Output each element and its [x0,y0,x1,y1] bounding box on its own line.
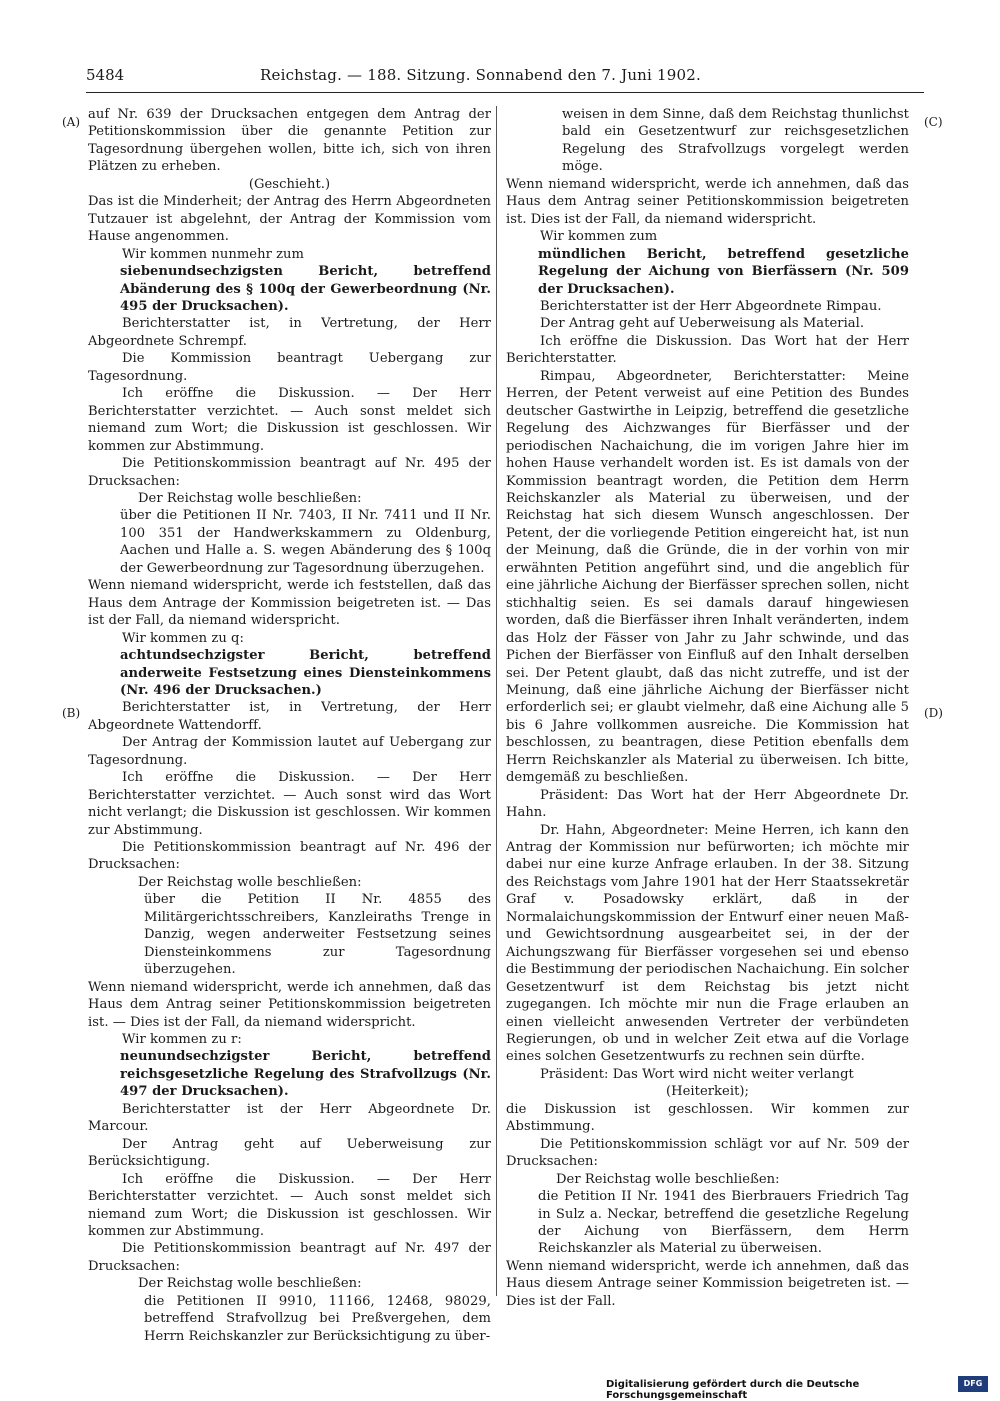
paragraph: Berichterstatter ist der Herr Abgeordnete Dr. Marcour. [88,1101,491,1135]
paragraph: Das ist die Minderheit; der Antrag des Herrn Abgeordneten Tutzauer ist abgelehnt, der Antrag der Kommission vom Hause angenommen. [88,194,491,245]
margin-mark-c: (C) [924,115,943,129]
paragraph: Wenn niemand widerspricht, werde ich annehmen, daß das Haus dem Antrag seiner Petitionskommission beigetreten ist. Dies ist der Fall, da niemand widerspricht. [506,176,909,227]
paragraph: Der Antrag geht auf Ueberweisung zur Berücksichtigung. [88,1136,491,1170]
report-heading: siebenundsechzigsten Bericht, betreffend Abänderung des § 100q der Gewerbeordnung (Nr. 495 der Drucksachen). [120,264,491,314]
margin-mark-a: (A) [62,115,81,129]
resolution-text: über die Petition II Nr. 4855 des Militärgerichtsschreibers, Kanzleiraths Trenge in Danzig, wegen anderweiter Festsetzung seines Diensteinkommens zur Tagesordnung überzugehen. [144,892,491,978]
margin-mark-d: (D) [924,706,943,720]
paragraph: Wir kommen nunmehr zum [122,246,304,262]
paragraph: Ich eröffne die Diskussion. — Der Herr Berichterstatter verzichtet. — Auch sonst meldet sich niemand zum Wort; die Diskussion ist geschlossen. Wir kommen zur Abstimmung. [88,1171,491,1239]
paragraph: Die Kommission beantragt Uebergang zur Tagesordnung. [88,351,491,384]
speech-president: Präsident: Das Wort wird nicht weiter verlangt [540,1066,854,1082]
paragraph: Ich eröffne die Diskussion. — Der Herr Berichterstatter verzichtet. — Auch sonst wird das Wort nicht verlangt; die Diskussion ist geschlossen. Wir kommen zur Abstimmung. [88,770,491,838]
speech-president: Präsident: Das Wort hat der Herr Abgeordnete Dr. Hahn. [506,787,909,821]
dfg-logo: DFG [958,1376,988,1392]
report-heading: neunundsechzigster Bericht, betreffend reichsgesetzliche Regelung des Strafvollzugs (Nr. 497 der Drucksachen). [120,1049,491,1100]
margin-mark-b: (B) [62,706,81,720]
paragraph: Berichterstatter ist, in Vertretung, der Herr Abgeordnete Schrempf. [88,316,491,349]
paragraph: Wenn niemand widerspricht, werde ich feststellen, daß das Haus dem Antrage der Kommission beigetreten ist. — Das ist der Fall, da niemand widerspricht. [88,578,491,629]
paragraph: Die Petitionskommission beantragt auf Nr. 496 der Drucksachen: [88,840,491,873]
right-column [506,106,909,1310]
column-divider [496,106,497,1296]
speech-hahn: Dr. Hahn, Abgeordneter: Meine Herren, ich kann den Antrag der Kommission nur befürworten; ich möchte mir dabei nur eine kurze Anfrage erlauben. In der 38. Sitzung des Reichstags vom Jahre 1901 hat der Herr Staatssekretär Graf v. Posadowsky erklärt, daß in der Normalaichungskommission der Entwurf einer neuen Maß- und Gewichtsordnung ausgearbeitet sei, in der der Aichungszwang für Bierfässer vorgesehen sei und ebenso die Bestimmung der periodischen Nachaichung. Ein solcher Gesetzentwurf ist dem Reichstag bis jetzt nicht zugegangen. Ich möchte mir nun die Frage erlauben an einen vielleicht anwesenden Vertreter der verbündeten Regierungen, ob und in welcher Zeit etwa auf die Vorlage eines solchen Gesetzentwurfs zu rechnen sein dürfte. [506,822,909,1065]
paragraph: Wenn niemand widerspricht, werde ich annehmen, daß das Haus diesem Antrage seiner Kommission beigetreten ist. — Dies ist der Fall. [506,1258,909,1309]
paragraph: Die Petitionskommission beantragt auf Nr. 495 der Drucksachen: [88,456,491,489]
paragraph: Wir kommen zum [540,229,658,245]
paragraph: Ich eröffne die Diskussion. Das Wort hat der Herr Berichterstatter. [506,333,909,367]
paragraph: Wir kommen zu q: [122,630,244,646]
paragraph: Die Petitionskommission schlägt vor auf Nr. 509 der Drucksachen: [506,1136,909,1170]
paragraph: auf Nr. 639 der Drucksachen entgegen dem Antrag der Petitionskommission über die genannte Petition zur Tagesordnung übergehen wollen, bitte ich, sich von ihren Plätzen zu erheben. [88,107,491,175]
report-heading: achtundsechzigster Bericht, betreffend anderweite Festsetzung eines Diensteinkommens (Nr. 496 der Drucksachen.) [120,648,491,698]
paragraph: Wenn niemand widerspricht, werde ich annehmen, daß das Haus dem Antrag seiner Petitionskommission beigetreten ist. — Dies ist der Fall, da niemand widerspricht. [88,979,491,1030]
page-title: Reichstag. — 188. Sitzung. Sonnabend den 7. Juni 1902. [260,66,701,84]
resolution-intro: Der Reichstag wolle beschließen: [556,1171,780,1187]
paragraph: Ich eröffne die Diskussion. — Der Herr Berichterstatter verzichtet. — Auch sonst meldet sich niemand zum Wort; die Diskussion ist geschlossen. Wir kommen zur Abstimmung. [88,386,491,454]
speech-rimpau: Rimpau, Abgeordneter, Berichterstatter: Meine Herren, der Petent verweist auf eine Petition des Bundes deutscher Gastwirthe in Leipzig, betreffend die gesetzliche Regelung des Aichzwanges für Bierfässer und der periodischen Nachaichung, die im vorigen Jahre hier im hohen Hause verhandelt worden ist. Es ist damals von der Kommission beantragt worden, die Petition dem Herrn Reichskanzler als Material zu überweisen, und der Reichstag hat sich diesem Wunsch angeschlossen. Der Petent, der die vorliegende Petition eingereicht hat, ist nun der Meinung, daß die Gründe, die in der vorhin von mir erwähnten Petition angeführt sind, und die angeblich für eine jährliche Aichung der Bierfässer sprechen sollen, nicht stichhaltig seien. Es sei damals darauf hingewiesen worden, daß die Bierfässer ihren Inhalt veränderten, indem das Holz der Fässer von Jahr zu Jahr schwinde, und das Pichen der Bierfässer von Einfluß auf den Inhalt derselben sei. Der Petent glaubt, daß das nicht zutreffe, und ist der Meinung, daß eine jährliche Aichung der Bierfässer nicht erforderlich sei; er glaubt vielmehr, daß eine Aichung alle 5 bis 6 Jahre vollkommen ausreiche. Die Kommission hat beschlossen, zu beantragen, diese Petition ebenfalls dem Herrn Reichskanzler als Material zu überweisen. Ich bitte, demgemäß zu beschließen. [506,368,909,786]
paragraph: Berichterstatter ist der Herr Abgeordnete Rimpau. [540,298,882,314]
resolution-text: weisen in dem Sinne, daß dem Reichstag thunlichst bald ein Gesetzentwurf zur reichsgesetzlichen Regelung des Strafvollzugs vorgelegt werden möge. [562,107,909,175]
paragraph: Berichterstatter ist, in Vertretung, der Herr Abgeordnete Wattendorff. [88,700,491,733]
left-column [88,106,491,1345]
resolution-intro: Der Reichstag wolle beschließen: [138,490,362,506]
paragraph: die Diskussion ist geschlossen. Wir kommen zur Abstimmung. [506,1101,909,1135]
paragraph: Der Antrag geht auf Ueberweisung als Material. [540,316,865,332]
header-rule [86,92,924,93]
interjection: (Geschieht.) [248,176,331,192]
page-number: 5484 [86,66,125,84]
page-header [86,66,924,88]
resolution-intro: Der Reichstag wolle beschließen: [138,874,362,890]
resolution-text: über die Petitionen II Nr. 7403, II Nr. 7411 und II Nr. 100 351 der Handwerkskammern zu Oldenburg, Aachen und Halle a. S. wegen Abänderung des § 100q der Gewerbeordnung zur Tagesordnung überzugehen. [120,508,491,576]
footer-credit: Digitalisierung gefördert durch die Deutsche Forschungsgemeinschaft [606,1379,860,1401]
resolution-intro: Der Reichstag wolle beschließen: [138,1276,362,1292]
paragraph: Die Petitionskommission beantragt auf Nr. 497 der Drucksachen: [88,1241,491,1274]
report-heading: mündlichen Bericht, betreffend gesetzliche Regelung der Aichung von Bierfässern (Nr. 509 der Drucksachen). [538,246,909,297]
resolution-text: die Petition II Nr. 1941 des Bierbrauers Friedrich Tag in Sulz a. Neckar, betreffend die gesetzliche Regelung der Aichung von Bierfässern, dem Herrn Reichskanzler als Material zu überweisen. [538,1189,909,1257]
paragraph: Wir kommen zu r: [122,1032,242,1048]
resolution-text: die Petitionen II 9910, 11166, 12468, 98029, betreffend Strafvollzug bei Preßvergehen, dem Herrn Reichskanzler zur Berücksichtigung zu über- [144,1293,491,1344]
paragraph: Der Antrag der Kommission lautet auf Uebergang zur Tagesordnung. [88,735,491,768]
interjection: (Heiterkeit); [665,1084,750,1100]
